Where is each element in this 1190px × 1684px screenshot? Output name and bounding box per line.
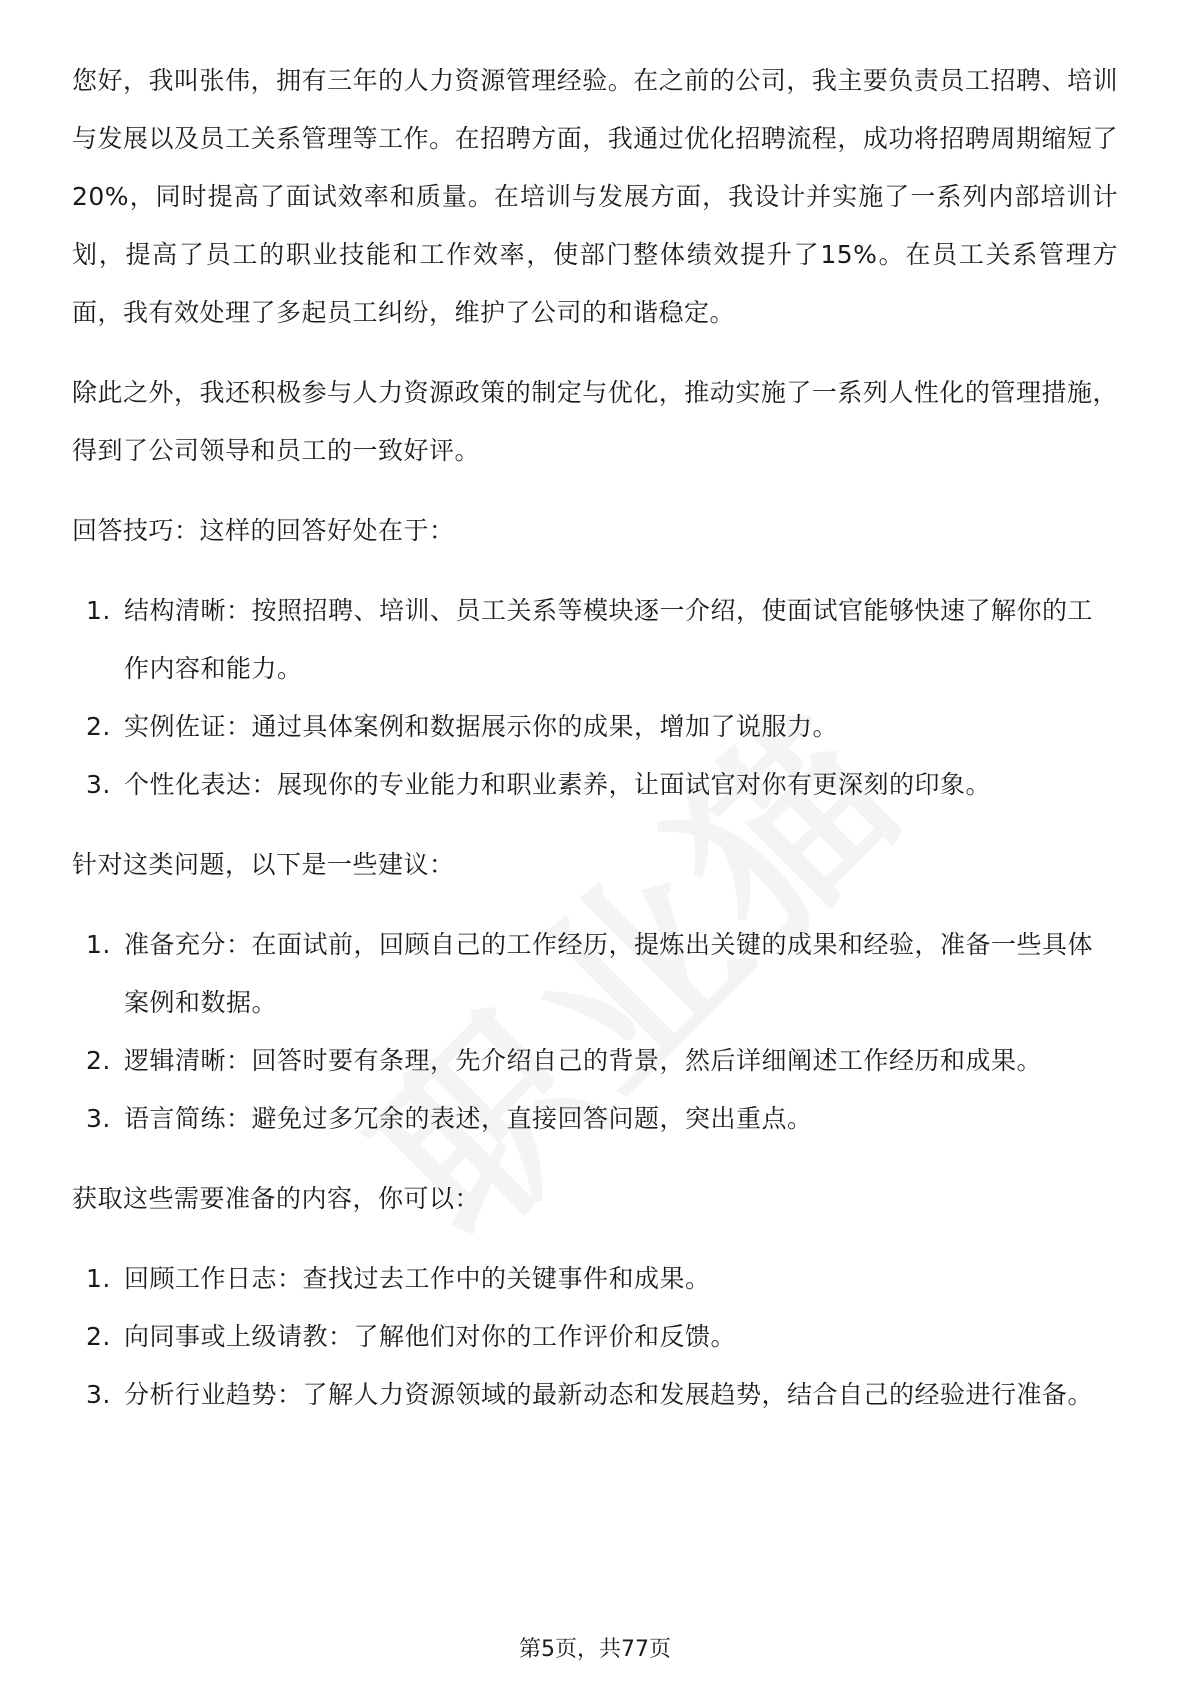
preparation-list bbox=[72, 1250, 1118, 1424]
list-item-text: 回顾工作日志：查找过去工作中的关键事件和成果。 bbox=[124, 1264, 711, 1293]
list-item bbox=[72, 1032, 1118, 1090]
list-item-number: 1. bbox=[86, 596, 111, 625]
list-item-number: 1. bbox=[86, 1264, 111, 1293]
list-item-text: 实例佐证：通过具体案例和数据展示你的成果，增加了说服力。 bbox=[124, 712, 839, 741]
list-item-number: 1. bbox=[86, 930, 111, 959]
list-item-number: 3. bbox=[86, 1104, 111, 1133]
list-item bbox=[72, 1250, 1118, 1308]
list-item-text: 分析行业趋势：了解人力资源领域的最新动态和发展趋势，结合自己的经验进行准备。 bbox=[124, 1380, 1094, 1409]
list-item bbox=[72, 1090, 1118, 1148]
list-item-number: 3. bbox=[86, 770, 111, 799]
list-item-text: 逻辑清晰：回答时要有条理，先介绍自己的背景，然后详细阐述工作经历和成果。 bbox=[124, 1046, 1043, 1075]
suggestions-heading: 针对这类问题，以下是一些建议： bbox=[72, 850, 455, 879]
preparation-heading: 获取这些需要准备的内容，你可以： bbox=[72, 1184, 481, 1213]
list-item-number: 2. bbox=[86, 1046, 111, 1075]
list-item bbox=[72, 1308, 1118, 1366]
intro-paragraph-1: 您好，我叫张伟，拥有三年的人力资源管理经验。在之前的公司，我主要负责员工招聘、培训与发展以及员工关系管理等工作。在招聘方面，我通过优化招聘流程，成功将招聘周期缩短了20%，同时提高了面试效率和质量。在培训与发展方面，我设计并实施了一系列内部培训计划，提高了员工的职业技能和工作效率，使部门整体绩效提升了15%。在员工关系管理方面，我有效处理了多起员工纠纷，维护了公司的和谐稳定。 bbox=[72, 66, 1118, 327]
list-item-number: 3. bbox=[86, 1380, 111, 1409]
list-item-text: 准备充分：在面试前，回顾自己的工作经历，提炼出关键的成果和经验，准备一些具体案例和数据。 bbox=[124, 930, 1094, 1017]
list-item-text: 向同事或上级请教：了解他们对你的工作评价和反馈。 bbox=[124, 1322, 737, 1351]
document-content bbox=[72, 52, 1118, 1446]
suggestions-list bbox=[72, 916, 1118, 1148]
list-item bbox=[72, 916, 1118, 1032]
tips-heading: 回答技巧：这样的回答好处在于： bbox=[72, 516, 455, 545]
list-item bbox=[72, 1366, 1118, 1424]
list-item-text: 个性化表达：展现你的专业能力和职业素养，让面试官对你有更深刻的印象。 bbox=[124, 770, 992, 799]
intro-paragraph-2: 除此之外，我还积极参与人力资源政策的制定与优化，推动实施了一系列人性化的管理措施，得到了公司领导和员工的一致好评。 bbox=[72, 378, 1118, 465]
list-item-number: 2. bbox=[86, 712, 111, 741]
list-item bbox=[72, 698, 1118, 756]
list-item-text: 语言简练：避免过多冗余的表述，直接回答问题，突出重点。 bbox=[124, 1104, 813, 1133]
tips-list bbox=[72, 582, 1118, 814]
page-number: 第5页，共77页 bbox=[519, 1637, 671, 1662]
list-item-text: 结构清晰：按照招聘、培训、员工关系等模块逐一介绍，使面试官能够快速了解你的工作内容和能力。 bbox=[124, 596, 1094, 683]
list-item bbox=[72, 582, 1118, 698]
list-item-number: 2. bbox=[86, 1322, 111, 1351]
list-item bbox=[72, 756, 1118, 814]
